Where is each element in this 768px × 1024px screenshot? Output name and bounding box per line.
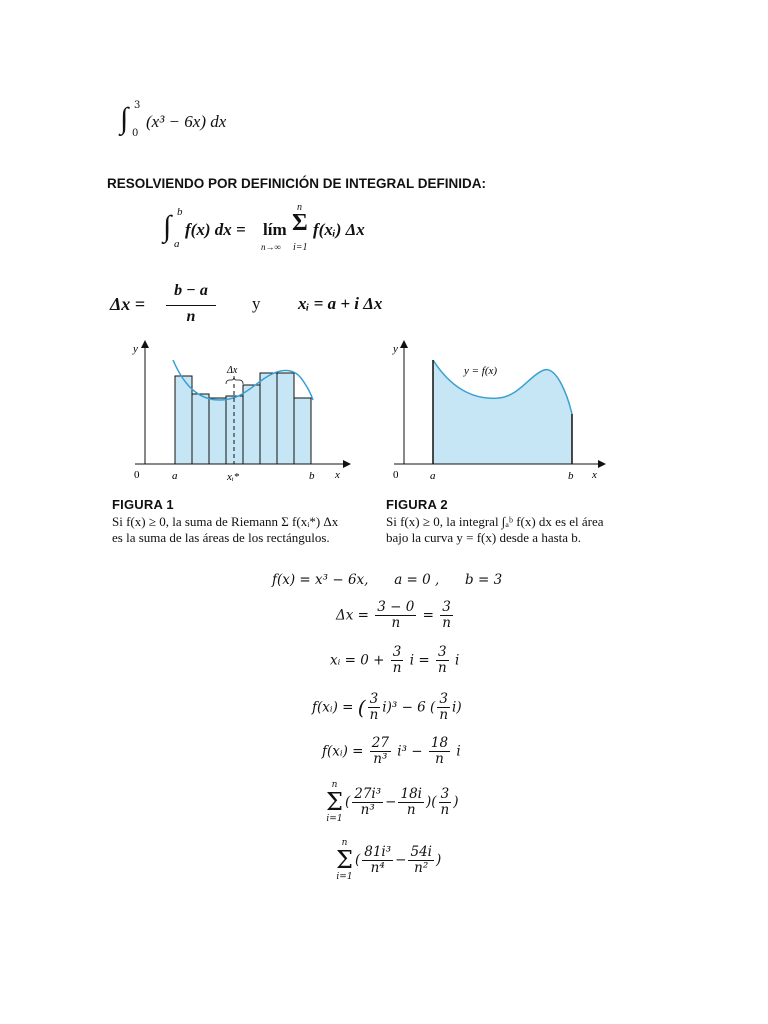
step5-num1: 27 bbox=[371, 735, 389, 751]
step5-den1: n³ bbox=[373, 751, 388, 767]
step6-sum bbox=[326, 780, 343, 824]
step3-num1: 3 bbox=[392, 644, 402, 660]
figure1-caption-line1: Si f(x) ≥ 0, la suma de Riemann Σ f(xᵢ*) Δx bbox=[112, 514, 339, 529]
integral-integrand: (x³ − 6x) dx bbox=[146, 112, 227, 131]
step3-mid: i = bbox=[409, 652, 430, 669]
step6-sum-upper: n bbox=[331, 780, 338, 790]
step6-frac1 bbox=[352, 787, 383, 818]
delta-definition bbox=[110, 282, 430, 332]
figure1-x-label: x bbox=[335, 469, 340, 481]
step6-frac2 bbox=[398, 787, 424, 818]
step3-frac2 bbox=[436, 645, 449, 676]
step-sum-product bbox=[326, 780, 459, 824]
step7-num1: 81i³ bbox=[364, 843, 392, 860]
step7-den2: n² bbox=[414, 859, 429, 876]
step4-lhs: f(xᵢ) = bbox=[312, 699, 354, 716]
riemann-rect bbox=[277, 373, 294, 464]
figure2-caption-line2: bajo la curva y = f(x) desde a hasta b. bbox=[386, 530, 582, 545]
step5-frac2 bbox=[429, 736, 450, 767]
step6-num2: 18i bbox=[400, 785, 422, 802]
integral-sign-icon: ∫ bbox=[163, 210, 172, 243]
delta-connector: y bbox=[252, 294, 261, 313]
step6-close: ) bbox=[453, 794, 459, 810]
step4-num1: 3 bbox=[369, 691, 379, 707]
step5-den2: n bbox=[435, 751, 444, 767]
sigma-icon: Σ bbox=[336, 846, 353, 874]
step7-close: ) bbox=[435, 852, 442, 868]
step2-frac2 bbox=[440, 600, 453, 631]
figure2-title: FIGURA 2 bbox=[386, 497, 448, 512]
step7-minus: − bbox=[395, 852, 407, 868]
sigma-icon: Σ bbox=[326, 788, 343, 816]
definition-sum-lower: i=1 bbox=[293, 242, 308, 253]
riemann-rect bbox=[260, 373, 277, 464]
integral-lower-limit: 0 bbox=[132, 128, 139, 139]
delta-den: n bbox=[186, 308, 196, 325]
step4-frac2 bbox=[437, 692, 450, 723]
step7-frac1 bbox=[362, 845, 393, 876]
delta-fraction-bar bbox=[166, 305, 216, 306]
area-under-curve bbox=[433, 360, 572, 464]
step2-den2: n bbox=[442, 615, 451, 631]
figure1-b-label: b bbox=[309, 470, 315, 482]
step3-num2: 3 bbox=[437, 644, 447, 660]
definition-lower: a bbox=[174, 238, 180, 250]
riemann-rect bbox=[192, 394, 209, 464]
definition-lhs: f(x) dx = bbox=[185, 220, 246, 239]
figure2-y-label: y bbox=[393, 343, 398, 355]
step-delta-x bbox=[336, 600, 455, 631]
figure1-dx-label: Δx bbox=[227, 365, 238, 376]
step4-mid: i)³ − 6 ( bbox=[382, 699, 436, 716]
step6-minus: − bbox=[385, 794, 397, 810]
definition-rhs: f(xᵢ) Δx bbox=[313, 220, 365, 239]
integral-definition bbox=[163, 202, 423, 262]
step7-den1: n⁴ bbox=[370, 859, 385, 876]
definition-sum-upper: n bbox=[297, 202, 302, 213]
step3-frac1 bbox=[391, 645, 404, 676]
step3-lhs: xᵢ = 0 + bbox=[330, 652, 385, 669]
figure2-curve-label: y = f(x) bbox=[464, 365, 498, 377]
figure2-zero-label: 0 bbox=[393, 469, 399, 481]
figure2-graph bbox=[384, 338, 609, 490]
step2-lhs: Δx = bbox=[336, 607, 369, 624]
step2-eq: = bbox=[422, 607, 434, 624]
step6-den2: n bbox=[406, 801, 416, 818]
figure2-x-label: x bbox=[592, 469, 597, 481]
step2-frac1 bbox=[375, 600, 416, 631]
definition-upper: b bbox=[177, 206, 183, 218]
step6-num3: 3 bbox=[440, 785, 450, 802]
step5-lhs: f(xᵢ) = bbox=[322, 743, 364, 760]
riemann-rect bbox=[209, 398, 226, 464]
step-sum-simplified bbox=[336, 838, 441, 882]
figure2-b-label: b bbox=[568, 470, 574, 482]
step2-den1: n bbox=[391, 615, 401, 631]
step5-num2: 18 bbox=[430, 735, 449, 751]
riemann-rectangles bbox=[175, 373, 311, 464]
step-function-def: f(x) = x³ − 6x, a = 0 , b = 3 bbox=[272, 572, 503, 588]
figure2-caption-line1: Si f(x) ≥ 0, la integral ∫ₐᵇ f(x) dx es el área bbox=[386, 514, 604, 529]
step2-num2: 3 bbox=[442, 599, 451, 615]
step6-sum-lower: i=1 bbox=[326, 814, 343, 824]
figure1-title: FIGURA 1 bbox=[112, 497, 174, 512]
step6-mid: )( bbox=[425, 794, 437, 810]
riemann-rect bbox=[175, 376, 192, 464]
step6-num1: 27i³ bbox=[354, 785, 382, 802]
riemann-rect bbox=[294, 398, 311, 464]
xi-definition: xᵢ = a + i Δx bbox=[298, 294, 383, 313]
riemann-rect bbox=[243, 385, 260, 464]
step3-tail: i bbox=[454, 652, 460, 669]
step-f-xi bbox=[312, 692, 462, 723]
figure1-graph bbox=[115, 338, 355, 490]
step4-close: i) bbox=[452, 699, 462, 716]
step4-frac1 bbox=[368, 692, 381, 723]
step3-den2: n bbox=[437, 660, 447, 676]
delta-x-brace-icon bbox=[226, 376, 243, 384]
step7-sum-lower: i=1 bbox=[336, 872, 353, 882]
step2-num1: 3 − 0 bbox=[377, 599, 415, 615]
figure1-caption-line2: es la suma de las áreas de los rectángulos. bbox=[112, 530, 330, 545]
delta-num: b − a bbox=[174, 282, 208, 299]
definition-lim-sub: n→∞ bbox=[261, 242, 281, 252]
step6-den1: n³ bbox=[360, 801, 375, 818]
figure1-zero-label: 0 bbox=[134, 469, 140, 481]
step7-sum-upper: n bbox=[341, 838, 348, 848]
step5-frac1 bbox=[370, 736, 391, 767]
step4-num2: 3 bbox=[439, 691, 448, 707]
step7-open: ( bbox=[354, 852, 361, 868]
step-f-xi-expanded bbox=[322, 736, 461, 767]
step4-open: ( bbox=[357, 695, 366, 720]
definition-lim: lím bbox=[263, 220, 287, 239]
step6-den3: n bbox=[440, 801, 450, 818]
step4-den1: n bbox=[369, 707, 379, 723]
step6-frac3 bbox=[439, 787, 452, 818]
figure1-y-label: y bbox=[133, 343, 138, 355]
integral-upper-limit: 3 bbox=[134, 100, 141, 111]
step4-den2: n bbox=[439, 707, 449, 723]
step3-den1: n bbox=[392, 660, 402, 676]
section-heading: RESOLVIENDO POR DEFINICIÓN DE INTEGRAL DEFINIDA: bbox=[107, 176, 487, 191]
integral-sign-icon: ∫ bbox=[120, 102, 129, 135]
step7-frac2 bbox=[408, 845, 434, 876]
figure1-xi-label: xᵢ* bbox=[227, 471, 240, 483]
delta-lhs: Δx = bbox=[110, 294, 146, 314]
step7-sum bbox=[336, 838, 353, 882]
step6-open: ( bbox=[344, 794, 351, 810]
figure1-a-label: a bbox=[172, 470, 178, 482]
figure2-a-label: a bbox=[430, 470, 436, 482]
step7-num2: 54i bbox=[410, 843, 432, 860]
sigma-icon: Σ bbox=[292, 210, 308, 236]
step-xi bbox=[330, 645, 459, 676]
step5-mid: i³ − bbox=[397, 743, 423, 760]
step5-tail: i bbox=[456, 743, 461, 760]
